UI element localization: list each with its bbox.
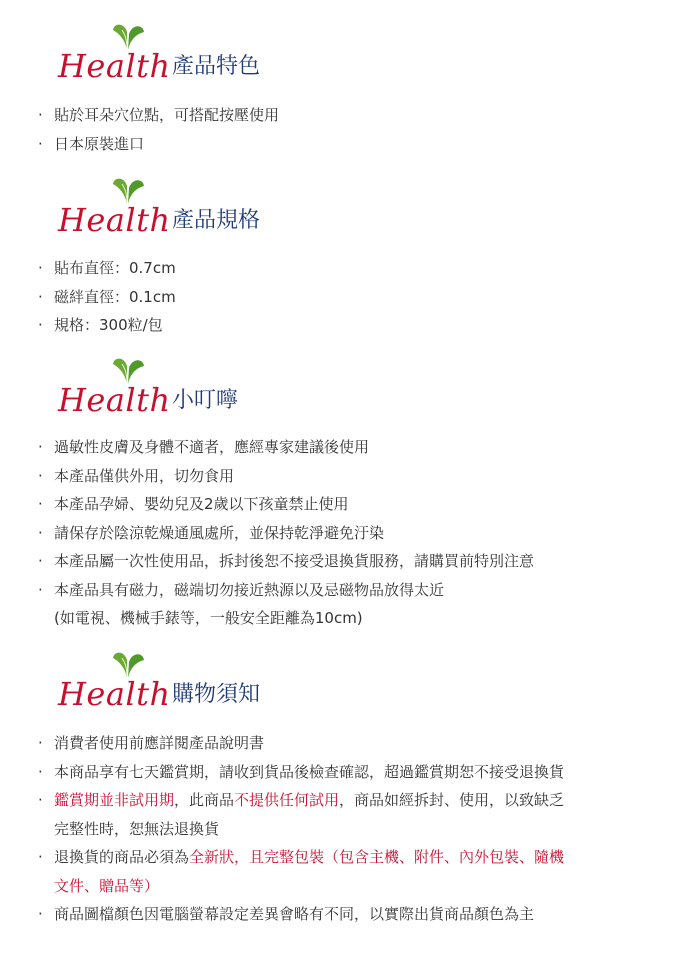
list-item: · 請保存於陰涼乾燥通風處所，並保持乾淨避免汙染 [38, 523, 385, 542]
leaf-icon [110, 648, 146, 680]
section-title: 產品特色 [172, 54, 261, 79]
list-item: · 本產品僅供外用，切勿食用 [38, 466, 235, 485]
section-heading [58, 652, 678, 712]
list-item: · 商品圖檔顏色因電腦螢幕設定差異會略有不同，以實際出貨商品顏色為主 [38, 905, 535, 923]
leaf-icon [110, 354, 146, 386]
section-heading [58, 358, 678, 418]
section-heading [58, 178, 678, 238]
brand-logo-text: Health [58, 381, 171, 419]
brand-logo-text: Health [58, 47, 171, 85]
brand-logo-text: Health [58, 201, 171, 239]
list-item: · 規格：300粒/包 [38, 316, 163, 334]
list-item: · 過敏性皮膚及身體不適者，應經專家建議後使用 [38, 438, 370, 456]
list-item: · 磁絆直徑：0.1cm [38, 287, 176, 306]
feature-list [0, 101, 700, 158]
list-item: · 本產品具有磁力，磁端切勿接近熱源以及忌磁物品放得太近 [38, 580, 445, 599]
list-item: · 退換貨的商品必須為全新狀，且完整包裝（包含主機、附件、內外包裝、隨機 文件、贈品等） [38, 848, 565, 895]
spec-list [0, 254, 700, 340]
section-title: 購物須知 [172, 682, 261, 707]
list-item: · 貼布直徑：0.7cm [38, 259, 176, 277]
list-item: · 本商品享有七天鑑賞期，請收到貨品後檢查確認，超過鑑賞期恕不接受退換貨 [38, 762, 565, 781]
section-title: 產品規格 [172, 208, 261, 233]
leaf-icon [110, 174, 146, 206]
list-item: · 日本原裝進口 [38, 134, 145, 153]
reminder-list [0, 433, 700, 633]
shopping-list [0, 729, 700, 929]
section-title: 小叮嚀 [172, 388, 239, 413]
list-item-continuation: (如電視、機械手錶等，一般安全距離為10cm) [54, 609, 363, 627]
list-item: · 本產品孕婦、嬰幼兒及2歲以下孩童禁止使用 [38, 495, 349, 513]
brand-logo-text: Health [58, 675, 171, 713]
list-item: · 本產品屬一次性使用品，拆封後恕不接受退換貨服務，請購買前特別注意 [38, 552, 535, 570]
leaf-icon [110, 20, 146, 52]
list-item: · 貼於耳朵穴位點，可搭配按壓使用 [38, 106, 280, 124]
list-item: · 消費者使用前應詳閱產品說明書 [38, 734, 265, 752]
list-item: · 鑑賞期並非試用期，此商品不提供任何試用，商品如經拆封、使用，以致缺乏 完整性時，恕無法退換貨 [38, 791, 565, 838]
section-heading [58, 24, 678, 84]
